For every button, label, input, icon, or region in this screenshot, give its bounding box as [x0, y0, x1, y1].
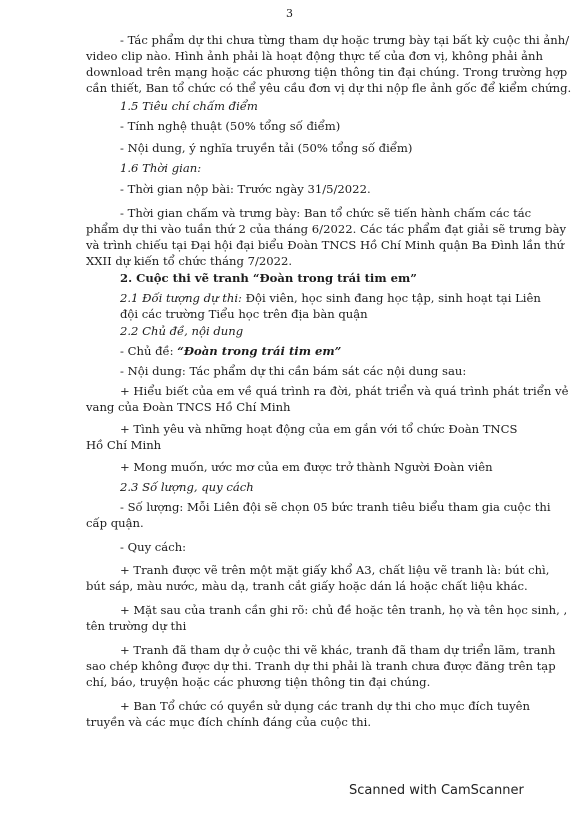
section-heading: 2.2 Chủ đề, nội dung — [120, 324, 244, 338]
text-line: XXII dự kiến tổ chức tháng 7/2022. — [86, 254, 293, 268]
text-line: - Số lượng: Mỗi Liên đội sẽ chọn 05 bức tranh tiêu biểu tham gia cuộc thi — [120, 500, 551, 514]
text-line: + Mong muốn, ước mơ của em được trở thành Người Đoàn viên — [120, 460, 493, 474]
text-line — [120, 343, 341, 359]
text-line: + Mặt sau của tranh cần ghi rõ: chủ đề hoặc tên tranh, họ và tên học sinh, , — [120, 603, 568, 617]
text-line: truyền và các mục đích chính đáng của cuộc thi. — [86, 715, 372, 729]
text-line — [120, 290, 541, 306]
text-line: download trên mạng hoặc các phương tiện thông tin đại chúng. Trong trường hợp — [86, 65, 568, 79]
text-line: phẩm dự thi vào tuần thứ 2 của tháng 6/2022. Các tác phẩm đạt giải sẽ trưng bày — [86, 222, 567, 236]
text-line: + Hiểu biết của em về quá trình ra đời, phát triển và quá trình phát triển vẻ — [120, 384, 569, 398]
section-heading: 1.5 Tiêu chí chấm điểm — [120, 99, 258, 113]
page-number: 3 — [286, 7, 293, 20]
text-line: tên trường dự thi — [86, 619, 187, 633]
topic-value: “Đoàn trong trái tim em” — [177, 344, 342, 358]
text-line: đội các trường Tiểu học trên địa bàn quận — [120, 307, 368, 321]
text-line: bút sáp, màu nước, màu dạ, tranh cắt giấy hoặc dán lá hoặc chất liệu khác. — [86, 579, 528, 593]
text-line: và trình chiếu tại Đại hội đại biểu Đoàn TNCS Hồ Chí Minh quận Ba Đình lần thứ — [86, 238, 565, 252]
section-heading: 2.3 Số lượng, quy cách — [120, 480, 254, 494]
list-item: - Thời gian chấm và trưng bày: Ban tổ chức sẽ tiến hành chấm các tác — [120, 206, 532, 220]
text-line: vang của Đoàn TNCS Hồ Chí Minh — [86, 400, 291, 414]
text-line: - Tác phẩm dự thi chưa từng tham dự hoặc trưng bày tại bất kỳ cuộc thi ảnh/ — [120, 33, 570, 47]
text-line: Hồ Chí Minh — [86, 438, 162, 452]
text-line: video clip nào. Hình ảnh phải là hoạt động thực tế của đơn vị, không phải ảnh — [86, 49, 543, 63]
text-line: cần thiết, Ban tổ chức có thể yêu cầu đơn vị dự thi nộp fle ảnh gốc để kiểm chứng. — [86, 81, 572, 95]
text-line: + Tranh đã tham dự ở cuộc thi vẽ khác, tranh đã tham dự triển lãm, tranh — [120, 643, 556, 657]
list-item: - Tính nghệ thuật (50% tổng số điểm) — [120, 119, 341, 133]
text-line: chí, báo, truyện hoặc các phương tiện thông tin đại chúng. — [86, 675, 431, 689]
topic-label: - Chủ đề: — [120, 344, 174, 358]
text-line: + Tranh được vẽ trên một mặt giấy khổ A3, chất liệu vẽ tranh là: bút chì, — [120, 563, 550, 577]
list-item: - Nội dung, ý nghĩa truyền tải (50% tổng số điểm) — [120, 141, 413, 155]
text-line: + Tình yêu và những hoạt động của em gắn với tổ chức Đoàn TNCS — [120, 422, 518, 436]
subsection-label: 2.1 Đối tượng dự thi: — [120, 291, 242, 305]
text-line: + Ban Tổ chức có quyền sử dụng các tranh dự thi cho mục đích tuyên — [120, 699, 530, 713]
text-line: sao chép không được dự thi. Tranh dự thi phải là tranh chưa được đăng trên tạp — [86, 659, 556, 673]
subsection-text: Đội viên, học sinh đang học tập, sinh hoạt tại Liên — [245, 291, 541, 305]
scanner-watermark: Scanned with CamScanner — [349, 783, 524, 798]
text-line: - Nội dung: Tác phẩm dự thi cần bám sát các nội dung sau: — [120, 364, 467, 378]
text-line: cấp quận. — [86, 516, 144, 530]
section-title: 2. Cuộc thi vẽ tranh “Đoàn trong trái tim em” — [120, 271, 417, 285]
list-item: - Thời gian nộp bài: Trước ngày 31/5/2022. — [120, 182, 371, 196]
section-heading: 1.6 Thời gian: — [120, 161, 202, 175]
text-line: - Quy cách: — [120, 540, 187, 554]
